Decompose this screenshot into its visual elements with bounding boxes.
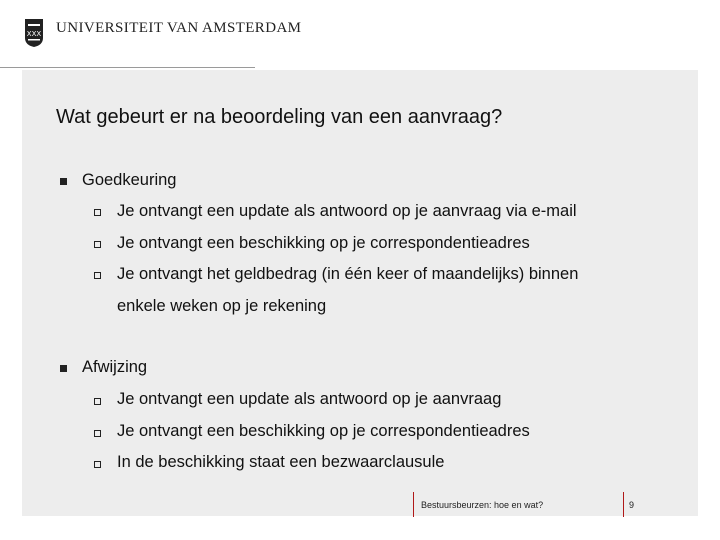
list-item: Je ontvangt een beschikking op je correspondentieadres <box>117 234 530 252</box>
list-item-continuation: enkele weken op je rekening <box>117 297 327 315</box>
item-bullet <box>94 272 101 279</box>
list-item: Je ontvangt het geldbedrag (in één keer of maandelijks) binnen <box>117 265 579 283</box>
list-item: Je ontvangt een beschikking op je correspondentieadres <box>117 422 530 440</box>
slide-title: Wat gebeurt er na beoordeling van een aanvraag? <box>56 106 503 128</box>
university-logo-icon <box>24 18 44 48</box>
footer-divider-right <box>623 492 624 517</box>
footer-divider-left <box>413 492 414 517</box>
footer-caption: Bestuursbeurzen: hoe en wat? <box>421 500 544 510</box>
list-item: Je ontvangt een update als antwoord op je aanvraag via e-mail <box>117 202 577 220</box>
section-bullet <box>60 365 67 372</box>
section-label-goedkeuring: Goedkeuring <box>82 171 177 189</box>
section-bullet <box>60 178 67 185</box>
list-item: In de beschikking staat een bezwaarclausule <box>117 453 445 471</box>
item-bullet <box>94 241 101 248</box>
item-bullet <box>94 430 101 437</box>
svg-text:XXX: XXX <box>26 30 42 38</box>
item-bullet <box>94 398 101 405</box>
section-label-afwijzing: Afwijzing <box>82 358 148 376</box>
brand-name: UNIVERSITEIT VAN AMSTERDAM <box>56 20 302 36</box>
item-bullet <box>94 461 101 468</box>
list-item: Je ontvangt een update als antwoord op je aanvraag <box>117 390 502 408</box>
item-bullet <box>94 209 101 216</box>
page-number: 9 <box>629 500 635 510</box>
header-divider <box>0 67 255 68</box>
content-panel <box>22 70 698 516</box>
